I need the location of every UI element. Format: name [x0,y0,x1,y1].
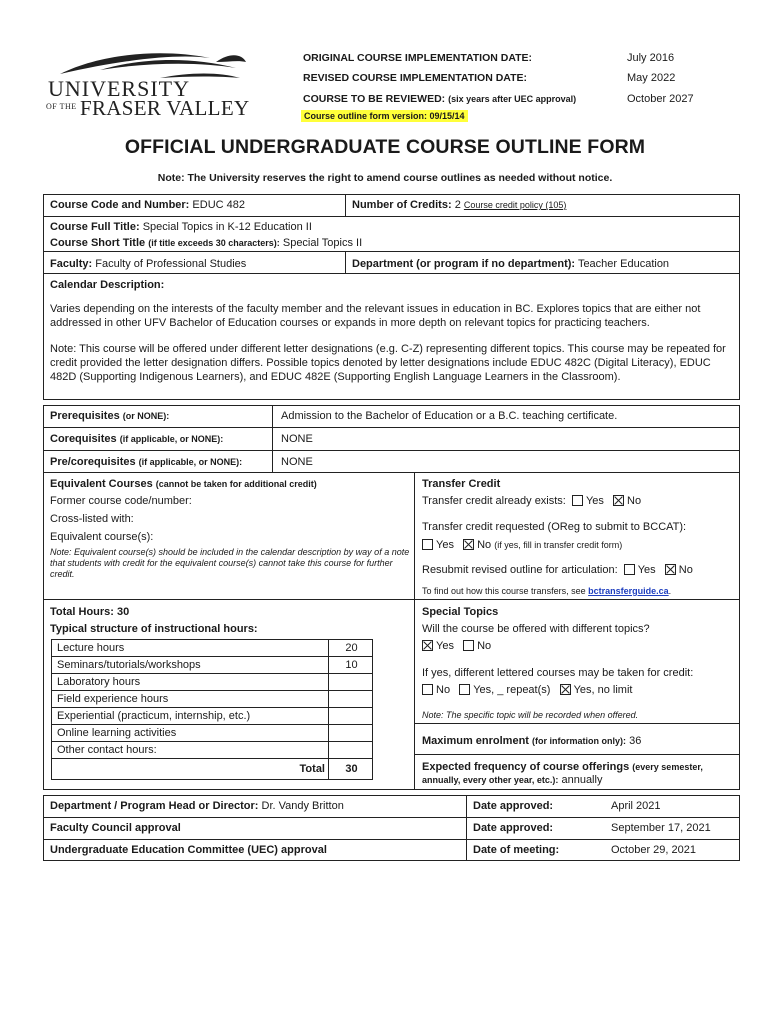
resubmit-yes-checkbox[interactable] [624,564,635,575]
divider [415,754,740,755]
form-version-badge: Course outline form version: 09/15/14 [301,110,468,122]
lettered-label: If yes, different lettered courses may be taken for credit: [422,667,694,679]
transfer-requested-row: Yes No (if yes, fill in transfer credit form) [419,539,622,551]
seminar-hours-value[interactable]: 10 [328,657,374,674]
original-date-label: ORIGINAL COURSE IMPLEMENTATION DATE: [303,52,533,64]
special-topics-label: Special Topics [422,606,499,618]
lettered-repeat-checkbox[interactable] [459,684,470,695]
divider [345,251,346,274]
coreq-label: Corequisites (if applicable, or NONE): [50,433,224,445]
precoreq-value[interactable]: NONE [281,456,313,468]
lettered-no-checkbox[interactable] [422,684,433,695]
max-enrolment-field[interactable]: Maximum enrolment (for information only): 36 [422,735,642,747]
online-hours-value[interactable] [328,725,374,742]
lab-hours-value[interactable] [328,674,374,691]
total-hours-value: 30 [328,759,374,780]
resubmit-no-checkbox[interactable] [665,564,676,575]
divider [345,194,346,217]
dept-head-field[interactable]: Department / Program Head or Director: Dr. Vandy Britton [50,800,344,812]
revised-date-label: REVISED COURSE IMPLEMENTATION DATE: [303,72,528,84]
typical-structure-label: Typical structure of instructional hours: [50,623,258,635]
dept-approval-date[interactable]: April 2021 [611,800,661,812]
experiential-hours-value[interactable] [328,708,374,725]
calendar-note[interactable]: Note: This course will be offered under different letter designations (e.g. C-Z) representing different topics. This course may be repeated for credit provided the letter designation differs. Possible topics denoted by letter designations include EDUC 482C (Digital Literacy), EDUC 482D (Supporting Indigenous Learners), and EDUC 482E (Supporting English Language Learners in the Classroom). [50,343,726,383]
field-hours-value[interactable] [328,691,374,708]
bctransferguide-link[interactable]: bctransferguide.ca [588,586,669,596]
table-row: Field experience hours [52,691,372,708]
logo-of-the: OF THE [46,102,77,111]
course-code-field[interactable]: Course Code and Number: EDUC 482 [50,199,245,211]
credits-field[interactable]: Number of Credits: 2 Course credit policy (105) [352,199,567,211]
university-logo [40,48,250,126]
table-row: Other contact hours: [52,742,372,759]
coreq-value[interactable]: NONE [281,433,313,445]
review-date-label: COURSE TO BE REVIEWED: (six years after UEC approval) [303,93,577,105]
review-date-value: October 2027 [627,93,694,105]
divider [414,472,415,600]
special-topics-question: Will the course be offered with different topics? [422,623,650,635]
uec-approval-label: Undergraduate Education Committee (UEC) approval [50,844,327,856]
other-hours-value[interactable] [328,742,374,759]
transfer-requested-no-checkbox[interactable] [463,539,474,550]
transfer-exists-no-checkbox[interactable] [613,495,624,506]
department-field[interactable]: Department (or program if no department): Teacher Education [352,258,670,270]
table-row: Seminars/tutorials/workshops 10 [52,657,372,674]
logo-fraser-valley: FRASER VALLEY [80,96,250,120]
original-date-value: July 2016 [627,52,675,64]
transfer-guide-row: To find out how this course transfers, see bctransferguide.ca. [422,586,672,596]
total-hours-field[interactable]: Total Hours: 30 [50,606,130,618]
former-code-field[interactable]: Former course code/number: [50,495,192,507]
divider [414,599,415,790]
uec-meeting-date[interactable]: October 29, 2021 [611,844,697,856]
amend-note: Note: The University reserves the right to amend course outlines as needed without notice. [157,172,613,184]
lecture-hours-value[interactable]: 20 [328,640,374,657]
transfer-exists-row: Transfer credit already exists: Yes No [422,495,642,507]
resubmit-row: Resubmit revised outline for articulation: Yes No [422,564,693,576]
logo-university: UNIVERSITY [48,76,190,101]
equivalent-courses-field[interactable]: Equivalent course(s): [50,531,154,543]
credit-policy-link[interactable]: Course credit policy (105) [463,200,567,210]
special-topics-no-checkbox[interactable] [463,640,474,651]
cross-listed-field[interactable]: Cross-listed with: [50,513,134,525]
lettered-row: No Yes, _ repeat(s) Yes, no limit [419,684,632,696]
transfer-exists-yes-checkbox[interactable] [572,495,583,506]
special-topics-note: Note: The specific topic will be recorded when offered. [422,710,639,720]
frequency-label: Expected frequency of course offerings (every semester, [422,761,703,773]
divider [415,723,740,724]
special-topics-yes-checkbox[interactable] [422,640,433,651]
transfer-requested-yes-checkbox[interactable] [422,539,433,550]
divider [272,405,273,473]
special-topics-row: Yes No [419,640,491,652]
faculty-council-label: Faculty Council approval [50,822,181,834]
table-row: Experiential (practicum, internship, etc.) [52,708,372,725]
date-of-meeting-label: Date of meeting: [473,844,560,856]
equivalent-note: Note: Equivalent course(s) should be included in the calendar description by way of a note that students with credit for the equivalent course(s) cannot take this course for further credit. [50,547,410,579]
page-title: OFFICIAL UNDERGRADUATE COURSE OUTLINE FORM [124,136,646,158]
prereq-label: Prerequisites (or NONE): [50,410,170,422]
transfer-label: Transfer Credit [422,478,501,490]
date-approved-label: Date approved: [473,800,554,812]
calendar-label: Calendar Description: [50,279,165,291]
divider [466,795,467,861]
transfer-requested-label: Transfer credit requested (OReg to submit to BCCAT): [422,521,687,533]
precoreq-label: Pre/corequisites (if applicable, or NONE): [50,456,243,468]
faculty-field[interactable]: Faculty: Faculty of Professional Studies [50,258,247,270]
equivalent-label: Equivalent Courses (cannot be taken for additional credit) [50,478,317,490]
full-title-field[interactable]: Course Full Title: Special Topics in K-12 Education II [50,221,312,233]
table-row: Lecture hours 20 [52,640,372,657]
hours-table [51,639,373,780]
course-outline-form [43,194,740,861]
table-row: Laboratory hours [52,674,372,691]
date-approved-label: Date approved: [473,822,554,834]
faculty-approval-date[interactable]: September 17, 2021 [611,822,711,834]
table-row-total: Total 30 [52,759,372,780]
prereq-value[interactable]: Admission to the Bachelor of Education or a B.C. teaching certificate. [281,410,618,422]
frequency-field[interactable]: annually, every other year, etc.): annually [422,774,603,786]
lettered-no-limit-checkbox[interactable] [560,684,571,695]
table-row: Online learning activities [52,725,372,742]
short-title-field[interactable]: Course Short Title (if title exceeds 30 characters): Special Topics II [50,237,363,249]
revised-date-value: May 2022 [627,72,676,84]
calendar-description[interactable]: Varies depending on the interests of the faculty member and the relevant issues in education in BC. Explores topics that are either not addressed in other UFV Bachelor of Education courses or expands in more depth on relevant topics for practicing teachers. [50,303,701,329]
